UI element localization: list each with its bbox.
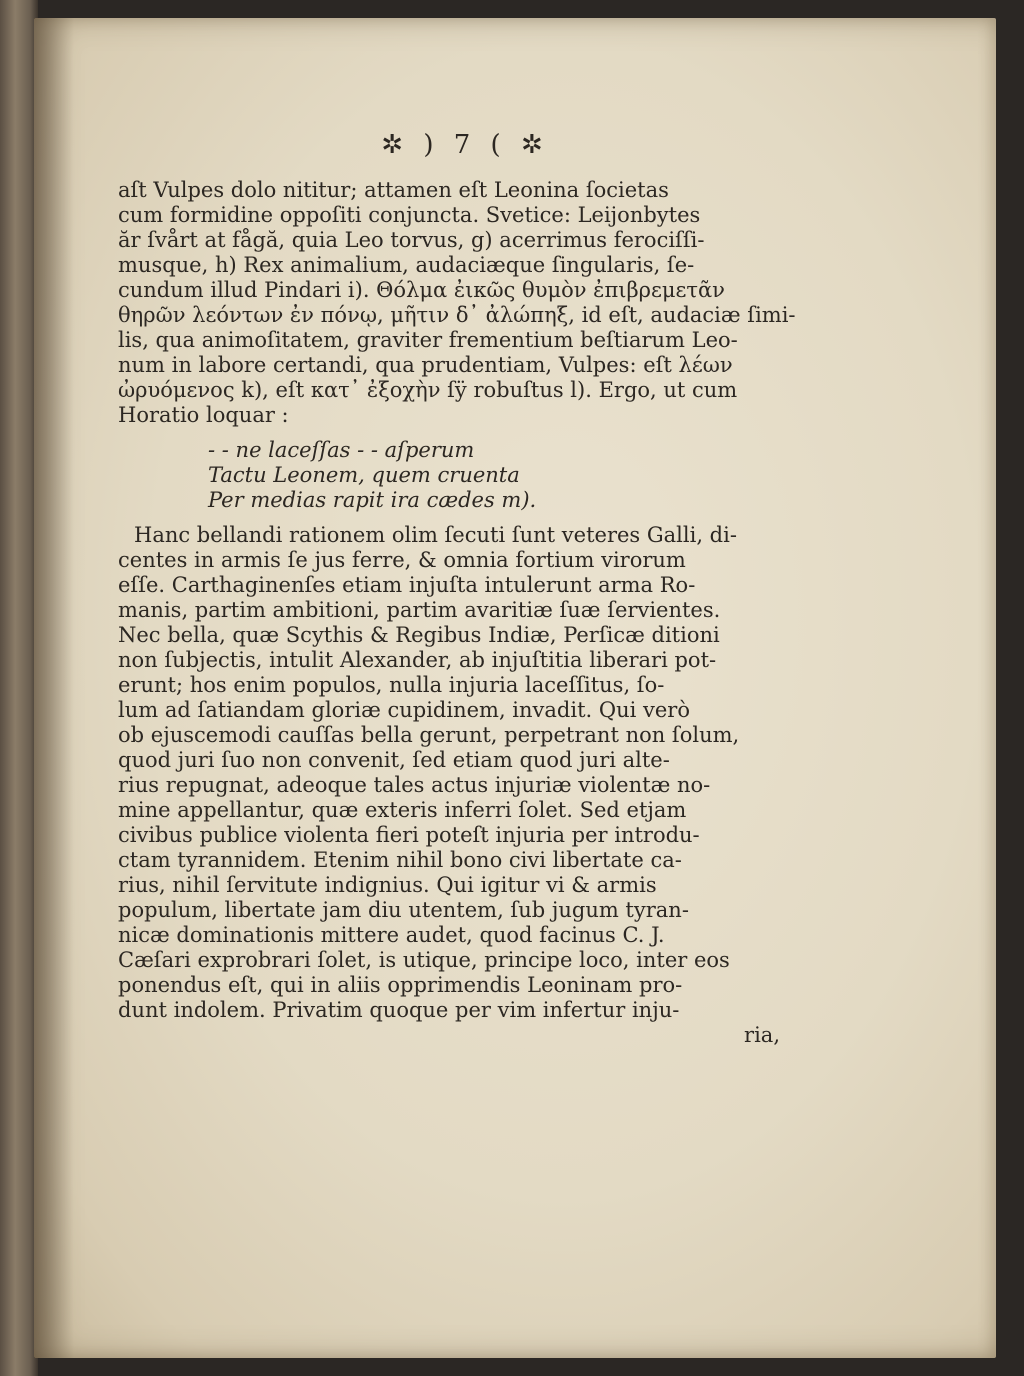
text-line: ăr ſvårt at fågă, quia Leo torvus, g) acerrimus ferociſſi-: [118, 228, 705, 252]
text-line: dunt indolem. Privatim quoque per vim infertur inju-: [118, 998, 680, 1022]
text-line: ponendus eſt, qui in aliis opprimendis Leoninam pro-: [118, 973, 683, 997]
text-line: Horatio loquar :: [118, 403, 289, 427]
text-line: Hanc bellandi rationem olim ſecuti ſunt veteres Galli, di-: [134, 523, 737, 547]
text-line: civibus publice violenta fieri poteſt injuria per introdu-: [118, 823, 700, 847]
text-line: rius repugnat, adeoque tales actus injuriæ violentæ no-: [118, 773, 711, 797]
text-line: θηρῶν λεόντων ἐν πόνῳ, μῆτιν δ᾽ ἀλώπηξ, id eſt, audaciæ ſimi-: [118, 303, 796, 327]
text-line: cundum illud Pindari i). Θόλμα ἐικῶς θυμὸν ἐπιβρεμετᾶν: [118, 278, 725, 302]
text-line: aſt Vulpes dolo nititur; attamen eſt Leonina ſocietas: [118, 178, 669, 202]
text-line: mine appellantur, quæ exteris inferri ſolet. Sed etjam: [118, 798, 687, 822]
verse-line: Per medias rapit ira cædes m).: [208, 488, 537, 512]
paragraph-1: [118, 178, 798, 428]
text-line: populum, libertate jam diu utentem, ſub jugum tyran-: [118, 898, 689, 922]
text-line: ὠρυόμενος k), eſt κατ᾽ ἐξοχὴν ſÿ robuſtus l). Ergo, ut cum: [118, 378, 738, 402]
verse-line: Tactu Leonem, quem cruenta: [208, 463, 520, 487]
text-line: nicæ dominationis mittere audet, quod facinus C. J.: [118, 923, 665, 947]
text-line: erunt; hos enim populos, nulla injuria laceſſitus, ſo-: [118, 673, 665, 697]
text-line: manis, partim ambitioni, partim avaritiæ ſuæ ſervientes.: [118, 598, 721, 622]
text-line: centes in armis ſe jus ferre, & omnia fortium virorum: [118, 548, 686, 572]
text-line: ctam tyrannidem. Etenim nihil bono civi libertate ca-: [118, 848, 682, 872]
text-line: Nec bella, quæ Scythis & Regibus Indiæ, Perſicæ ditioni: [118, 623, 720, 647]
text-line: Cæſari exprobrari ſolet, is utique, principe loco, inter eos: [118, 948, 730, 972]
text-line: musque, h) Rex animalium, audaciæque ſingularis, ſe-: [118, 253, 695, 277]
text-line: rius, nihil ſervitute indignius. Qui igitur vi & armis: [118, 873, 657, 897]
text-line: cum formidine oppoſiti conjuncta. Svetice: Leijonbytes: [118, 203, 701, 227]
text-line: lis, qua animoſitatem, graviter frementium beſtiarum Leo-: [118, 328, 738, 352]
text-line: non ſubjectis, intulit Alexander, ab injuſtitia liberari pot-: [118, 648, 717, 672]
text-line: eſſe. Carthaginenſes etiam injuſta intulerunt arma Ro-: [118, 573, 696, 597]
catchword: ria,: [744, 1023, 780, 1047]
text-line: lum ad ſatiandam gloriæ cupidinem, invadit. Qui verò: [118, 698, 690, 722]
page-text: [118, 130, 798, 1048]
text-line: num in labore certandi, qua prudentiam, Vulpes: eſt λέων: [118, 353, 733, 377]
facing-page-edge: [0, 0, 38, 1376]
verse-line: - - ne laceſſas - - aſperum: [208, 438, 475, 462]
paragraph-2: [118, 523, 798, 1023]
spine-shadow: [34, 18, 74, 1358]
text-line: quod juri ſuo non convenit, ſed etiam quod juri alte-: [118, 748, 670, 772]
page-header: ✲ ) 7 ( ✲: [381, 130, 549, 160]
text-line: ob ejuscemodi cauſſas bella gerunt, perpetrant non ſolum,: [118, 723, 740, 747]
verse-quotation: [118, 438, 798, 513]
